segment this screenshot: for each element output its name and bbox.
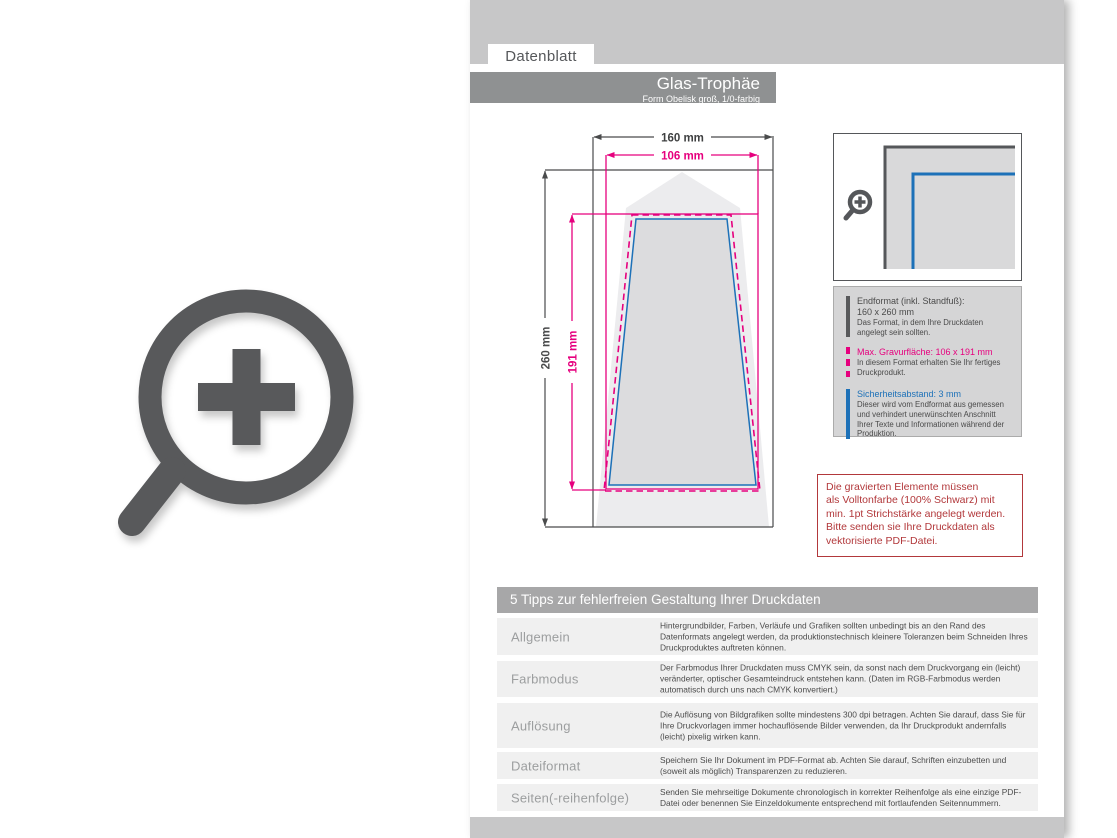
tip-label: Seiten(-reihenfolge) — [511, 790, 630, 805]
legend-item-endformat — [846, 296, 1013, 337]
title-banner — [470, 72, 776, 103]
tip-row-seitenreihenfolge — [497, 784, 1038, 811]
legend-item-sicherheitsabstand — [846, 389, 1013, 438]
datenblatt-label: Datenblatt — [505, 48, 577, 65]
page-title: Glas-Trophäe — [656, 74, 760, 93]
dim-label-191: 191 mm — [567, 330, 580, 374]
tip-text: Speichern Sie Ihr Dokument im PDF-Format ab. Achten Sie darauf, Schriften einzubetten und (soweit als möglich) Transparenzen zu reduzieren. — [660, 754, 1007, 776]
corner-detail-box — [833, 133, 1022, 281]
tip-label: Farbmodus — [511, 671, 579, 687]
datasheet-page — [470, 0, 1064, 838]
legend-swatch-sicherheitsabstand — [846, 389, 850, 438]
tip-label: Auflösung — [511, 718, 571, 733]
tip-row-dateiformat — [497, 752, 1038, 779]
legend-title-line2: 160 x 260 mm — [857, 307, 915, 317]
dim-label-160: 160 mm — [661, 132, 704, 145]
corner-detail-graphic — [834, 134, 1020, 279]
legend-swatch-endformat — [846, 296, 850, 337]
warning-line: vektorisierte PDF-Datei. — [826, 534, 938, 547]
warning-line: Bitte senden sie Ihre Druckdaten als — [826, 521, 995, 534]
zoom-in-icon — [846, 192, 870, 218]
tips-header: 5 Tipps zur fehlerfreien Gestaltung Ihrer Druckdaten — [497, 587, 1038, 613]
page-subtitle: Form Obelisk groß, 1/0-farbig — [642, 94, 760, 104]
dim-label-106: 106 mm — [661, 150, 704, 163]
tip-text: Die Auflösung von Bildgrafiken sollte mindestens 300 dpi betragen. Achten Sie darauf, dass Sie für Ihre Druckvorlagen immer hochauflösende Bilder verwenden, da Ihr Druckprodukt andernfalls (leicht) pixelig wirken kann. — [660, 709, 1026, 741]
warning-line: als Volltonfarbe (100% Schwarz) mit — [826, 494, 995, 507]
legend-title: Sicherheitsabstand: 3 mm — [857, 389, 962, 400]
tip-label: Allgemein — [511, 629, 570, 644]
warning-line: min. 1pt Strichstärke angelegt werden. — [826, 507, 1006, 520]
tip-row-allgemein — [497, 618, 1038, 655]
technical-drawing — [530, 125, 790, 537]
tip-text: Senden Sie mehrseitige Dokumente chronologisch in korrekter Reihenfolge als eine einzige PDF-Datei oder benennen Sie Einzeldokumente entsprechend mit fortlaufenden Seitennummern. — [660, 786, 1022, 808]
tip-row-farbmodus — [497, 661, 1038, 697]
legend-swatch-gravurflaeche — [846, 347, 850, 377]
legend-title: Max. Gravurfläche: 106 x 191 mm — [857, 347, 993, 358]
legend-desc: Das Format, in dem Ihre Druckdaten angelegt sein sollten. — [857, 318, 984, 337]
zoom-in-icon — [100, 275, 390, 565]
legend-item-gravurflaeche — [846, 347, 1013, 377]
legend-box — [833, 286, 1022, 437]
tip-text: Hintergrundbilder, Farben, Verläufe und Grafiken sollten unbedingt bis an den Rand des Datenformats angelegt werden, da produktionstechnisch kleinere Toleranzen beim Schneiden Ihres Druckproduktes auftreten können. — [660, 620, 1028, 652]
datenblatt-tab — [488, 44, 594, 69]
bottom-strip — [470, 817, 1064, 838]
legend-desc: Dieser wird vom Endformat aus gemessen und verhindert unerwünschten Anschnitt Ihrer Texte und Informationen während der Produktion. — [857, 400, 1005, 439]
warning-line: Die gravierten Elemente müssen — [826, 481, 979, 493]
tip-label: Dateiformat — [511, 758, 581, 773]
tip-text: Der Farbmodus Ihrer Druckdaten muss CMYK sein, da sonst nach dem Druckvorgang ein (leicht) veränderter, optischer Gesamteindruck entstehen kann. (Daten im RGB-Farbmodus werden automatisch durch uns nach CMYK konvertiert.) — [660, 662, 1021, 695]
dim-label-260: 260 mm — [540, 326, 553, 370]
legend-desc: In diesem Format erhalten Sie Ihr fertiges Druckprodukt. — [857, 358, 1001, 377]
tip-row-aufloesung — [497, 703, 1038, 748]
warning-box — [817, 474, 1023, 557]
legend-title: Endformat (inkl. Standfuß): — [857, 296, 965, 306]
